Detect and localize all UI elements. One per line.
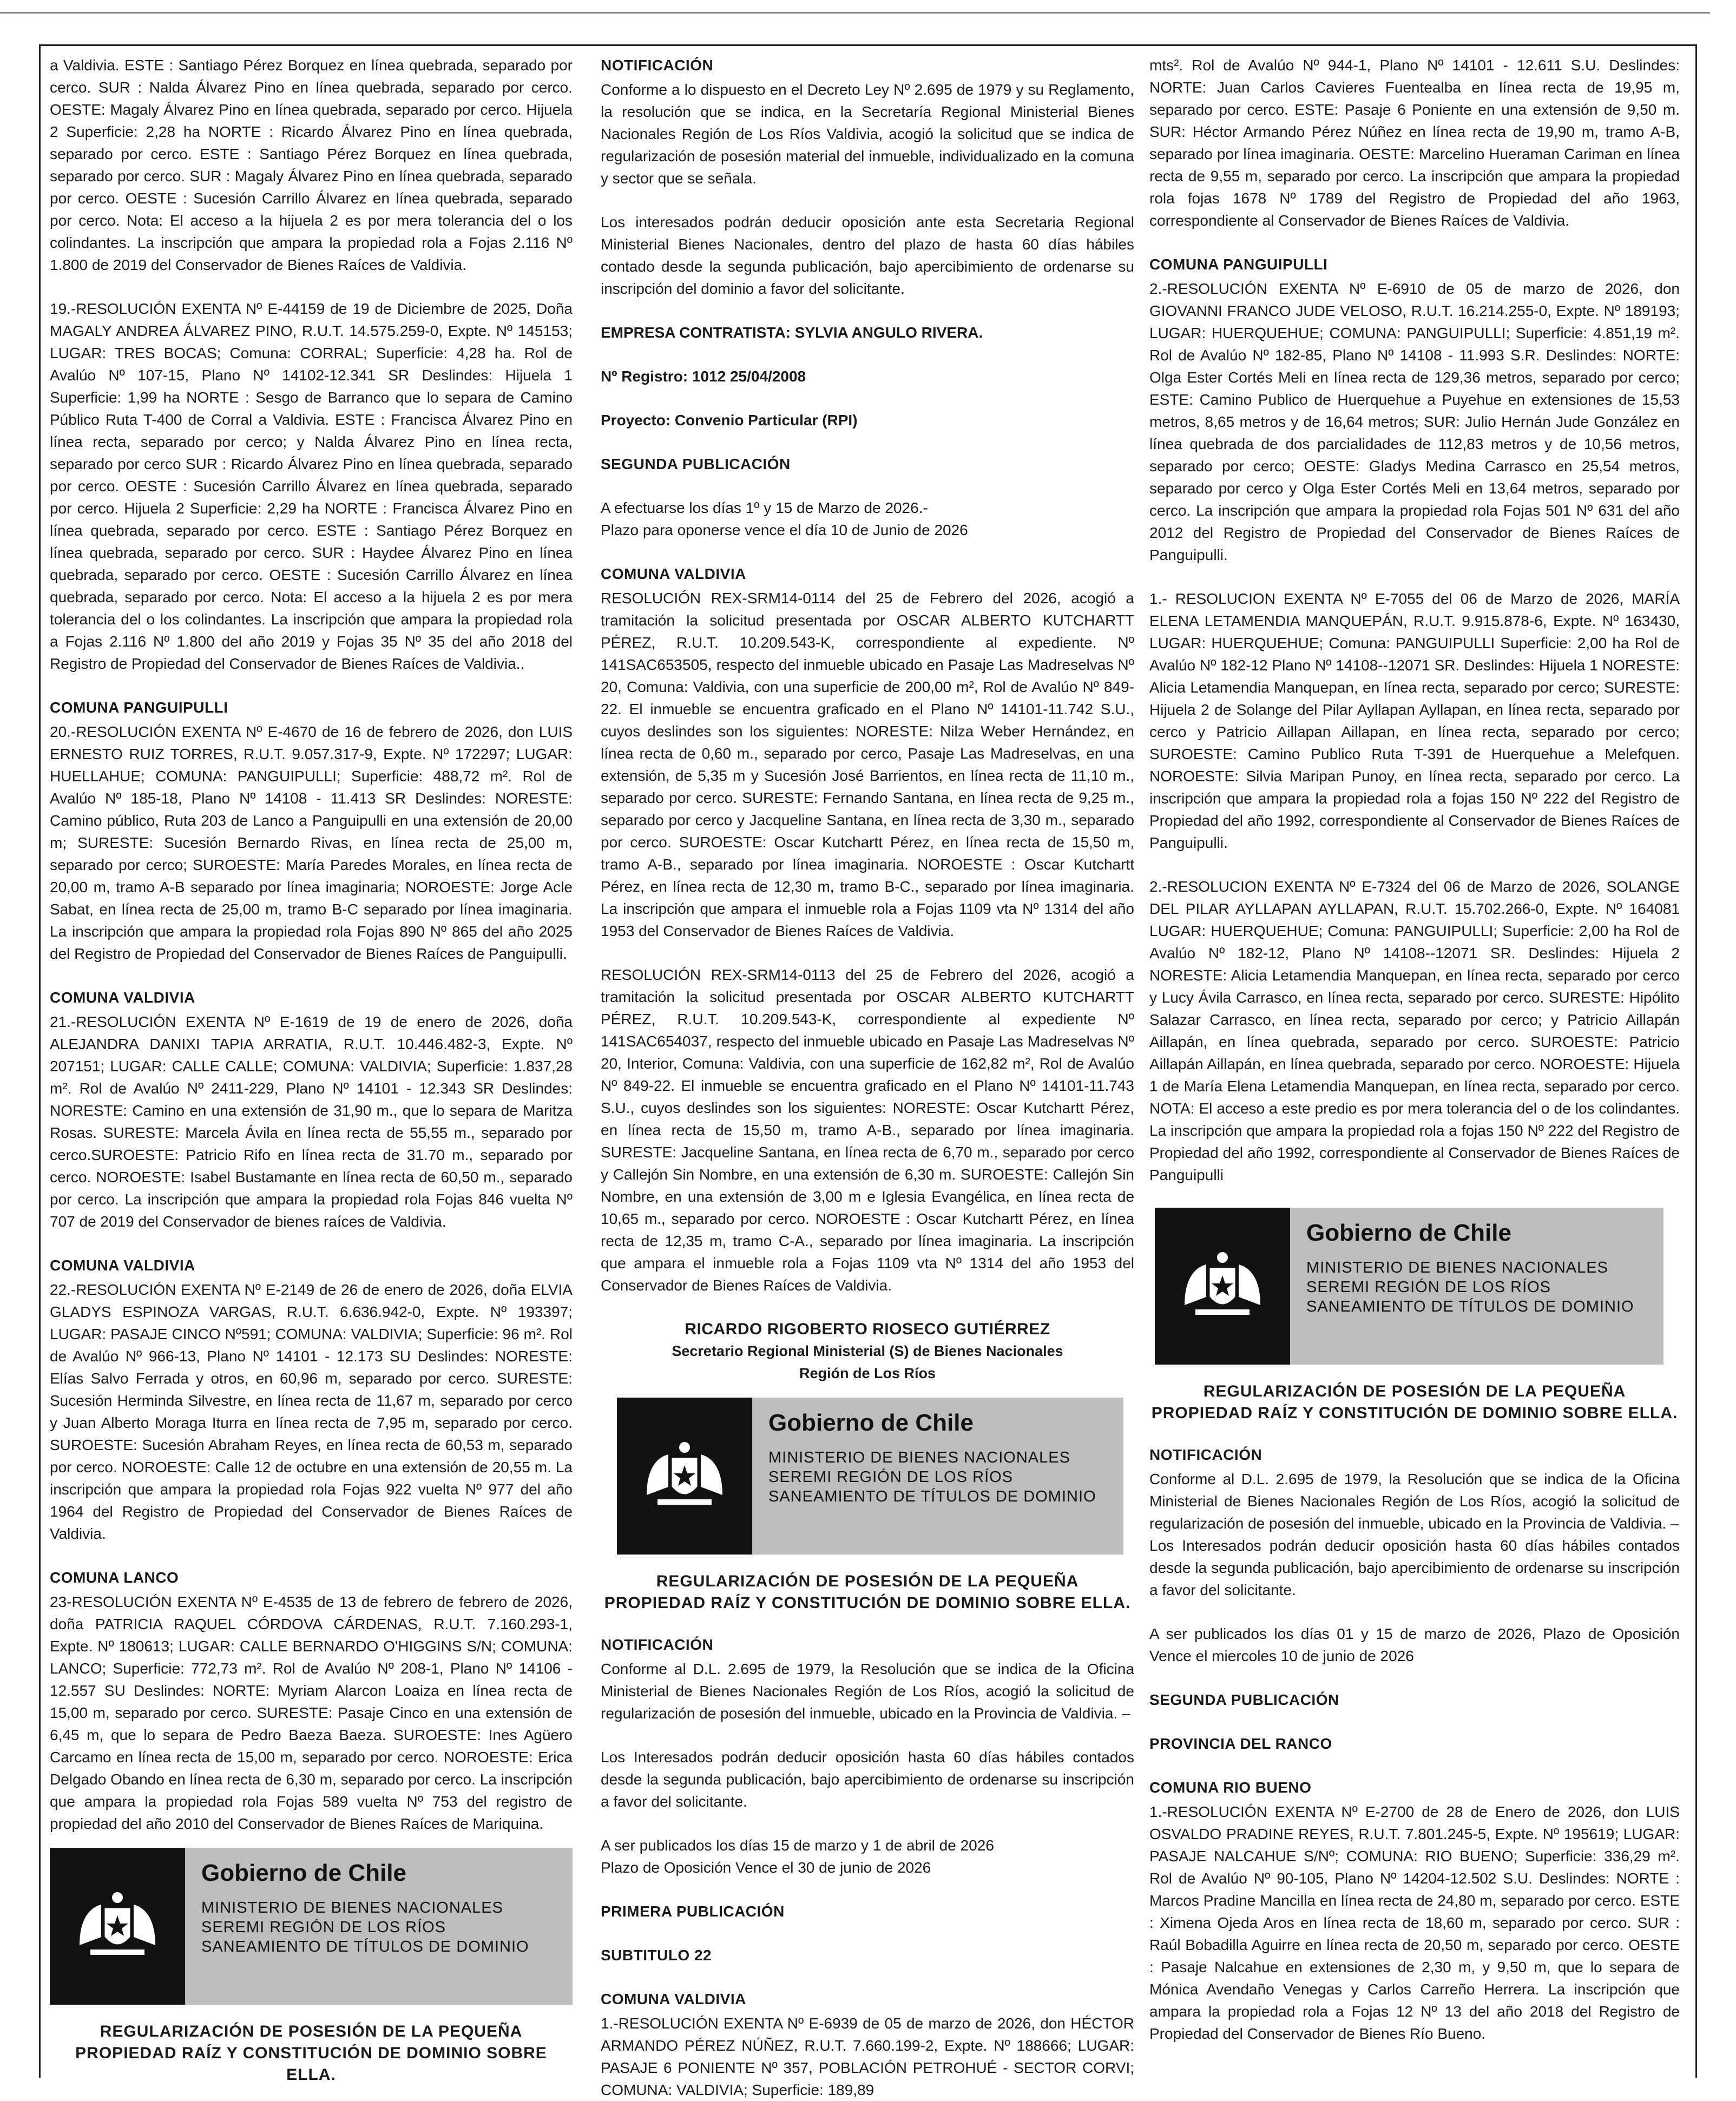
saneamiento-line: SANEAMIENTO DE TÍTULOS DE DOMINIO [201, 1938, 529, 1955]
notice-22: 22.-RESOLUCIÓN EXENTA Nº E-2149 de 26 de enero de 2026, doña ELVIA GLADYS ESPINOZA VARGAS, R.U.T. 6.636.942-0, Expte. Nº 193397; LUGAR: PASAJE CINCO Nº591; COMUNA: VALDIVIA; Superficie: 96 m². Rol de Avalúo Nº 966-13, Plano Nº 14101 - 12.173 SU Deslindes: NORESTE: Elías Salvo Ferrada y otros, en 60,96 m, separado por cerco. SURESTE: Sucesión Herminda Silvestre, en línea recta de 11,67 m, separado por cerco y Juan Alberto Moraga Iturra en línea recta de 7,95 m, separado por cerco. SUROESTE: Sucesión Abraham Reyes, en línea recta de 60,53 m, separado por cerco. NOROESTE: Calle 12 de octubre en una extensión de 20,55 m. La inscripción que ampara la propiedad rola Fojas 922 vuelta Nº 977 del año 1964 del Registro de Propiedad del Conservador de Bienes Raíces de Valdivia. [50, 1281, 573, 1542]
reg-line-1: REGULARIZACIÓN DE POSESIÓN DE LA PEQUEÑA [656, 1572, 1079, 1590]
emblem-panel [1155, 1208, 1290, 1365]
fechas-line: A efectuarse los días 1º y 15 de Marzo de 2026.- [601, 499, 928, 516]
section-heading: COMUNA PANGUIPULLI [50, 699, 228, 716]
notificacion-heading: NOTIFICACIÓN [1149, 1446, 1262, 1463]
seremi-line: SEREMI REGIÓN DE LOS RÍOS [1306, 1279, 1551, 1296]
seremi-line: SEREMI REGIÓN DE LOS RÍOS [768, 1468, 1014, 1486]
notice-e7055: 1.- RESOLUCION EXENTA Nº E-7055 del 06 de Marzo de 2026, MARÍA ELENA LETAMENDIA MANQUEPÁN, R.U.T. 9.915.878-6, Expte. Nº 163430, LUGAR: HUERQUEHUE; Comuna: PANGUIPULLI Superficie: 2,00 ha Rol de Avalúo Nº 182-12 Plano Nº 14108--12071 SR. Deslindes: Hijuela 1 NORESTE: Alicia Letamendia Manquepan, en línea recta, separado por cerco; SURESTE: Hijuela 2 de Solange del Pilar Ayllapan Ayllapan, en línea recta, separado por cerco y Patricio Aillapan Aillapan, en línea recta, separado por cerco; SUROESTE: Camino Publico Ruta T-391 de Huerquehue a Melefquen. NOROESTE: Silvia Maripan Punoy, en línea recta, separado por cerco. La inscripción que ampara la propiedad rola a fojas 150 Nº 222 del Registro de Propiedad del año 1992, correspondiente al Conservador de Bienes Raíces de Panguipulli. [1149, 590, 1680, 851]
gobierno-banner [617, 1398, 1123, 1555]
section-heading: COMUNA PANGUIPULLI [1149, 256, 1328, 273]
registro-number: Nº Registro: 1012 25/04/2008 [601, 368, 806, 385]
regularizacion-title [1149, 1381, 1680, 1424]
frame-right-border [1695, 44, 1697, 2078]
gobierno-title: Gobierno de Chile [1306, 1220, 1511, 1246]
ministry-line: MINISTERIO DE BIENES NACIONALES [768, 1449, 1070, 1466]
proyecto: Proyecto: Convenio Particular (RPI) [601, 412, 858, 429]
reg-line-2: PROPIEDAD RAÍZ Y CONSTITUCIÓN DE DOMINIO SOBRE ELLA. [1151, 1404, 1678, 1422]
notice-e6939-continuation: mts². Rol de Avalúo Nº 944-1, Plano Nº 14101 - 12.611 S.U. Deslindes: NORTE: Juan Carlos Cavieres Fuentealba en línea recta de 19,95 m, separado por cerco. ESTE: Pasaje 6 Poniente en una extensión de 9,50 m. SUR: Héctor Armando Pérez Núñez en línea recta de 19,90 m, tramo A-B, separado por línea imaginaria. OESTE: Marcelino Hueraman Cariman en línea recta de 9,55 m, separado por cerco. La inscripción que ampara la propiedad rola fojas 1678 Nº 1789 del Registro de Propiedad del año 1963, correspondiente al Conservador de Bienes Raíces de Valdivia. [1149, 57, 1680, 229]
fechas-line: A ser publicados los días 15 de marzo y 1 de abril de 2026 [601, 1837, 994, 1854]
notificacion-text: Conforme al D.L. 2.695 de 1979, la Resolución que se indica de la Oficina Ministerial de Bienes Nacionales Región de Los Ríos, acogió la solicitud de regularización de posesión del inmueble, ubicado en la Provincia de Valdivia. – [1149, 1471, 1680, 1532]
notice-19: 19.-RESOLUCIÓN EXENTA Nº E-44159 de 19 de Diciembre de 2025, Doña MAGALY ANDREA ÁLVAREZ PINO, R.U.T. 14.575.259-0, Expte. Nº 145153; LUGAR: TRES BOCAS; Comuna: CORRAL; Superficie: 4,28 ha. Rol de Avalúo Nº 107-15, Plano Nº 14102-12.341 SR Deslindes: Hijuela 1 Superficie: 1,99 ha NORTE : Sesgo de Barranco que lo separa de Camino Público Ruta T-400 de Corral a Valdivia. ESTE : Francisca Álvarez Pino en línea recta, separado por cerco; y Nalda Álvarez Pino en línea recta, separado por cerco SUR : Ricardo Álvarez Pino en línea quebrada, separado por cerco. OESTE : Sucesión Carrillo Álvarez en línea quebrada, separado por cerco. Hijuela 2 Superficie: 2,29 ha NORTE : Francisca Álvarez Pino en línea quebrada, separado por cerco. ESTE : Santiago Pérez Borquez en línea quebrada, separado por cerco. SUR : Haydee Álvarez Pino en línea quebrada, separado por cerco. OESTE : Sucesión Carrillo Álvarez en línea quebrada, separado por cerco. Nota: El acceso a la hijuela 2 es por mera tolerancia del o los colindantes. La inscripción que ampara la propiedad rola a Fojas 2.116 Nº 1.800 del año 2019 y Fojas 35 Nº 35 del año 2018 del Registro de Propiedad del Conservador de Bienes Raíces de Valdivia.. [50, 300, 573, 672]
emblem-panel [50, 1848, 185, 2005]
fechas-line: A ser publicados los días 01 y 15 de marzo de 2026, Plazo de Oposición Vence el miercoles 10 de junio de 2026 [1149, 1625, 1680, 1664]
reg-line-1: REGULARIZACIÓN DE POSESIÓN DE LA PEQUEÑA [100, 2023, 523, 2040]
oposicion-text: Los Interesados podrán deducir oposición hasta 60 días hábiles contados desde la segunda publicación, bajo apercibimiento de ordenarse su inscripción a favor del solicitante. [1149, 1537, 1680, 1598]
fechas-block [601, 497, 1134, 541]
notice-rex-0114: RESOLUCIÓN REX-SRM14-0114 del 25 de Febrero del 2026, acogió a tramitación la solicitud presentada por OSCAR ALBERTO KUTCHARTT PÉREZ, R.U.T. 10.209.543-K, correspondiente al expediente. Nº 141SAC653505, respecto del inmueble ubicado en Pasaje Las Madreselvas Nº 20, Comuna: Valdivia, con una superficie de 200,00 m², Rol de Avalúo Nº 849-22. El inmueble se encuentra graficado en el Plano Nº 14101-11.742 S.U., cuyos deslindes son los siguientes: NORESTE: Nilza Weber Hernández, en línea recta de 0,60 m., separado por cerco, Pasaje Las Madreselvas, en una extensión, de 5,35 m y Sucesión José Barrientos, en línea recta de 11,10 m., separado por cerco. SURESTE: Fernando Santana, en línea recta de 9,25 m., separado por cerco y Jacqueline Santana, en línea recta de 3,30 m., separado por cerco. SUROESTE: Oscar Kutchartt Pérez, en línea recta de 15,50 m, tramo A-B., separado por línea imaginaria. NOROESTE : Oscar Kutchartt Pérez, en línea recta de 12,30 m, tramo B-C., separado por línea imaginaria. La inscripción que ampara el inmueble rola a Fojas 1109 vta Nº 1314 del año 1953 del Conservador de Bienes Raíces de Valdivia. [601, 590, 1134, 939]
chile-coat-of-arms-icon [1174, 1246, 1271, 1327]
section-heading: COMUNA VALDIVIA [50, 989, 195, 1006]
gobierno-title: Gobierno de Chile [201, 1860, 406, 1886]
gobierno-title: Gobierno de Chile [768, 1410, 974, 1436]
notice-23: 23-RESOLUCIÓN EXENTA Nº E-4535 de 13 de febrero de febrero de 2026, doña PATRICIA RAQUEL CÓRDOVA CÁRDENAS, R.U.T. 7.160.293-1, Expte. Nº 180613; LUGAR: CALLE BERNARDO O'HIGGINS S/N; COMUNA: LANCO; Superficie: 772,73 m². Rol de Avalúo Nº 208-1, Plano Nº 14106 - 12.557 SU Deslindes: NORTE: Myriam Alarcon Loaiza en línea recta de 15,00 m, separado por cerco. SURESTE: Pasaje Cinco en una extensión de 6,45 m, que lo separa de Pedro Baeza Baeza. SUROESTE: Ines Agüero Carcamo en línea recta de 15,00 m, separado por cerco. NOROESTE: Erica Delgado Obando en línea recta de 6,30 m, separado por cerco. La inscripción que ampara la propiedad rola Fojas 589 vuelta Nº 753 del registro de propiedad del año 2010 del Conservador de Bienes Raíces de Mariquina. [50, 1593, 573, 1832]
chile-coat-of-arms-icon [69, 1886, 166, 1967]
notificacion-text: Conforme a lo dispuesto en el Decreto Ley Nº 2.695 de 1979 y su Reglamento, la resolución que se indica, en la Secretaría Regional Ministerial Bienes Nacionales Región de Los Ríos Valdivia, acogió la solicitud que se indica de regularización de posesión material del inmueble, individualizado en la comuna y sector que se señala. [601, 81, 1134, 187]
plazo-line: Plazo de Oposición Vence el 30 de junio de 2026 [601, 1859, 931, 1876]
frame-top-border [39, 44, 1697, 46]
signatory-title: Secretario Regional Ministerial (S) de Bienes Nacionales [672, 1343, 1063, 1359]
column-3 [1149, 54, 1680, 2089]
reg-line-1: REGULARIZACIÓN DE POSESIÓN DE LA PEQUEÑA [1203, 1382, 1626, 1400]
regularizacion-title [50, 2021, 573, 2086]
frame-left-border [39, 44, 41, 2078]
gobierno-text [1290, 1208, 1663, 1365]
gobierno-banner [50, 1848, 573, 2005]
regularizacion-title [601, 1571, 1134, 1614]
section-heading: COMUNA LANCO [50, 1569, 179, 1586]
section-heading: COMUNA RIO BUENO [1149, 1779, 1312, 1796]
saneamiento-line: SANEAMIENTO DE TÍTULOS DE DOMINIO [768, 1488, 1096, 1505]
section-heading: COMUNA VALDIVIA [601, 565, 746, 582]
plazo-line: Plazo para oponerse vence el día 10 de Junio de 2026 [601, 522, 968, 538]
gobierno-text [752, 1398, 1123, 1555]
notice-e6939: 1.-RESOLUCIÓN EXENTA Nº E-6939 de 05 de marzo de 2026, don HÉCTOR ARMANDO PÉREZ NÚÑEZ, R.U.T. 7.660.199-2, Expte. Nº 188666; LUGAR: PASAJE 6 PONIENTE Nº 357, POBLACIÓN PETROHUÉ - SECTOR CORVI; COMUNA: VALDIVIA; Superficie: 189,89 [601, 2015, 1134, 2098]
column-1 [50, 54, 573, 2089]
signatory-region: Región de Los Ríos [799, 1365, 936, 1381]
segunda-publicacion: SEGUNDA PUBLICACIÓN [1149, 1691, 1339, 1708]
empresa-block [601, 321, 1134, 431]
column-2 [601, 54, 1134, 2098]
notice-e7324: 2.-RESOLUCION EXENTA Nº E-7324 del 06 de Marzo de 2026, SOLANGE DEL PILAR AYLLAPAN AYLLAPAN, R.U.T. 15.702.266-0, Expte. Nº 164081 LUGAR: HUERQUEHUE; Comuna: PANGUIPULLI; Superficie: 2,00 ha Rol de Avalúo Nº 182-12, Plano Nº 14108--12071 SR. Deslindes: Hijuela 2 NORESTE: Alicia Letamendia Manquepan, en línea recta, separado por cerco y Lucy Ávila Carrasco, en línea recta, separado por cerco. SURESTE: Hipólito Salazar Carrasco, en línea recta, separado por cerco; y Patricio Aillapán Aillapán, en línea quebrada, separado por cerco. SUROESTE: Patricio Aillapán Aillapán, en línea quebrada, separado por cerco. NOROESTE: Hijuela 1 de María Elena Letamendia Manquepan, en línea recta, separado por cerco. NOTA: El acceso a este predio es por mera tolerancia del o de los colindantes. La inscripción que ampara la propiedad rola a fojas 150 Nº 222 del Registro de Propiedad del año 1992, correspondiente al Conservador de Bienes Raíces de Panguipulli [1149, 878, 1680, 1183]
ministry-line: MINISTERIO DE BIENES NACIONALES [1306, 1259, 1608, 1276]
notice-continuation: a Valdivia. ESTE : Santiago Pérez Borquez en línea quebrada, separado por cerco. SUR : Nalda Álvarez Pino en línea quebrada, separado por cerco. OESTE: Magaly Álvarez Pino en línea quebrada, separado por cerco. Hijuela 2 Superficie: 2,28 ha NORTE : Ricardo Álvarez Pino en línea quebrada, separado por cerco. ESTE : Santiago Pérez Borquez en línea quebrada, separado por cerco. SUR : Magaly Álvarez Pino en línea quebrada, separado por cerco. OESTE : Sucesión Carrillo Álvarez en línea quebrada, separado por cerco. Nota: El acceso a la hijuela 2 es por mera tolerancia del o los colindantes. La inscripción que ampara la propiedad rola a Fojas 2.116 Nº 1.800 de 2019 del Conservador de Bienes Raíces de Valdivia. [50, 57, 573, 273]
notice-e6910: 2.-RESOLUCIÓN EXENTA Nº E-6910 de 05 de marzo de 2026, don GIOVANNI FRANCO JUDE VELOSO, R.U.T. 16.214.255-0, Expte. Nº 189193; LUGAR: HUERQUEHUE; COMUNA: PANGUIPULLI; Superficie: 4.851,19 m². Rol de Avalúo Nº 182-85, Plano Nº 14108 - 11.993 S.R. Deslindes: NORTE: Olga Ester Cortés Meli en línea recta de 129,36 metros, separado por cerco; ESTE: Camino Publico de Huerquehue a Puyehue en extensiones de 15,53 metros, 8,65 metros y de 16,64 metros; SUR: Julio Hernán Jude González en línea quebrada de dos parcialidades de 112,83 metros y de 10,56 metros, separado por cerco; OESTE: Gladys Medina Carrasco en 25,54 metros, separado por cerco y Olga Ester Cortés Meli en 13,64 metros, separado por cerco. La inscripción que ampara la propiedad rola Fojas 501 Nº 631 del año 2012 del Registro de Propiedad del Conservador de Bienes Raíces de Panguipulli. [1149, 280, 1680, 563]
notice-rex-0113: RESOLUCIÓN REX-SRM14-0113 del 25 de Febrero del 2026, acogió a tramitación la solicitud presentada por OSCAR ALBERTO KUTCHARTT PÉREZ, R.U.T. 10.209.543-K, correspondiente al expediente Nº 141SAC654037, respecto del inmueble ubicado en Pasaje Las Madreselvas Nº 20, Interior, Comuna: Valdivia, con una superficie de 162,82 m², Rol de Avalúo Nº 849-22. El inmueble se encuentra graficado en el Plano Nº 14101-11.743 S.U., cuyos deslindes son los siguientes: NORESTE: Oscar Kutchartt Pérez, en línea recta de 15,50 m, tramo A-B., separado por línea imaginaria. SURESTE: Jacqueline Santana, en línea recta de 6,70 m., separado por cerco y Callejón Sin Nombre, en una extensión de 6,30 m. SUROESTE: Callejón Sin Nombre, en una extensión de 3,00 m e Iglesia Evangélica, en línea recta de 10,65 m., separado por cerco. NOROESTE : Oscar Kutchartt Pérez, en línea recta de 12,35 m, tramo C-A., separado por línea imaginaria. La inscripción que ampara el inmueble rola a Fojas 1109 vta Nº 1314 del año 1953 del Conservador de Bienes Raíces de Valdivia. [601, 966, 1134, 1294]
notificacion-heading: NOTIFICACIÓN [601, 1636, 714, 1653]
emblem-panel [617, 1398, 752, 1555]
segunda-publicacion: SEGUNDA PUBLICACIÓN [601, 456, 791, 472]
ministry-line: MINISTERIO DE BIENES NACIONALES [201, 1899, 503, 1916]
reg-line-2: PROPIEDAD RAÍZ Y CONSTITUCIÓN DE DOMINIO SOBRE ELLA. [604, 1594, 1131, 1612]
empresa-contratista: EMPRESA CONTRATISTA: SYLVIA ANGULO RIVERA. [601, 324, 983, 341]
subtitulo: SUBTITULO 22 [601, 1947, 712, 1964]
notice-e2700: 1.-RESOLUCIÓN EXENTA Nº E-2700 de 28 de Enero de 2026, don LUIS OSVALDO PRADINE REYES, R.U.T. 7.801.245-5, Expte. Nº 195619; LUGAR: PASAJE NALCAHUE S/Nº; COMUNA: RIO BUENO; Superficie: 336,29 m². Rol de Avalúo Nº 90-105, Plano Nº 14204-12.502 S.U. Deslindes: NORTE : Marcos Pradine Mancilla en línea recta de 24,80 m, separado por cerco. ESTE : Ximena Ojeda Aros en línea recta de 18,60 m, separado por cerco. SUR : Raúl Bobadilla Aguirre en línea recta de 20,50 m, separado por cerco. OESTE : Pasaje Nalcahue en extensiones de 2,30 m, y 9,50 m, que lo separa de Mónica Avendaño Venegas y Carlos Carreño Herrera. La inscripción que ampara la propiedad rola a Fojas 12 Nº 13 del año 2018 del Registro de Propiedad del Conservador de Bienes Río Bueno. [1149, 1803, 1680, 2042]
signatory-name: RICARDO RIGOBERTO RIOSECO GUTIÉRREZ [685, 1320, 1050, 1338]
signature-block [601, 1318, 1134, 1385]
provincia-heading: PROVINCIA DEL RANCO [1149, 1735, 1332, 1752]
saneamiento-line: SANEAMIENTO DE TÍTULOS DE DOMINIO [1306, 1298, 1634, 1315]
reg-line-2: PROPIEDAD RAÍZ Y CONSTITUCIÓN DE DOMINIO SOBRE ELLA. [75, 2044, 547, 2084]
notificacion-text: Conforme al D.L. 2.695 de 1979, la Resolución que se indica de la Oficina Ministerial de Bienes Nacionales Región de Los Ríos, acogió la solicitud de regularización de posesión del inmueble, ubicado en la Provincia de Valdivia. – [601, 1661, 1134, 1722]
notificacion-heading: NOTIFICACIÓN [601, 57, 714, 74]
seremi-line: SEREMI REGIÓN DE LOS RÍOS [201, 1919, 446, 1936]
gobierno-banner [1155, 1208, 1663, 1365]
notice-21: 21.-RESOLUCIÓN EXENTA Nº E-1619 de 19 de enero de 2026, doña ALEJANDRA DANIXI TAPIA ARRATIA, R.U.T. 10.446.482-3, Expte. Nº 207151; LUGAR: CALLE CALLE; COMUNA: VALDIVIA; Superficie: 1.837,28 m². Rol de Avalúo Nº 2411-229, Plano Nº 14101 - 12.343 SR Deslindes: NORESTE: Camino en una extensión de 31,90 m., que lo separa de Maritza Rosas. SURESTE: Marcela Ávila en línea recta de 55,55 m., separado por cerco.SUROESTE: Patricio Rifo en línea recta de 31.70 m., separado por cerco. NOROESTE: Isabel Bustamante en línea recta de 60,50 m., separado por cerco. La inscripción que ampara la propiedad rola Fojas 846 vuelta Nº 707 de 2019 del Conservador de bienes raíces de Valdivia. [50, 1013, 573, 1230]
chile-coat-of-arms-icon [636, 1435, 733, 1517]
notice-20: 20.-RESOLUCIÓN EXENTA Nº E-4670 de 16 de febrero de 2026, don LUIS ERNESTO RUIZ TORRES, R.U.T. 9.057.317-9, Expte. Nº 172297; LUGAR: HUELLAHUE; COMUNA: PANGUIPULLI; Superficie: 488,72 m². Rol de Avalúo Nº 185-18, Plano Nº 14108 - 11.413 SR Deslindes: NORESTE: Camino público, Ruta 203 de Lanco a Panguipulli en una extensión de 20,00 m; SURESTE: Sucesión Bernardo Rivas, en línea recta de 25,00 m, separado por cerco; SUROESTE: María Paredes Morales, en línea recta de 20,00 m, tramo A-B separado por línea imaginaria; NOROESTE: Jorge Acle Sabat, en línea recta de 25,00 m, tramo B-C separado por línea imaginaria. La inscripción que ampara la propiedad rola Fojas 890 Nº 865 del año 2025 del Registro de Propiedad del Conservador de Bienes Raíces de Panguipulli. [50, 723, 573, 962]
oposicion-text: Los interesados podrán deducir oposición ante esta Secretaria Regional Ministerial Bienes Nacionales, dentro del plazo de hasta 60 días hábiles contado desde la segunda publicación, bajo apercibimiento de ordenarse su inscripción del dominio a favor del solicitante. [601, 214, 1134, 297]
top-rule [0, 12, 1710, 14]
gobierno-text [185, 1848, 573, 2005]
section-heading: COMUNA VALDIVIA [50, 1257, 195, 1274]
oposicion-text: Los Interesados podrán deducir oposición hasta 60 días hábiles contados desde la segunda publicación, bajo apercibimiento de ordenarse su inscripción a favor del solicitante. [601, 1749, 1134, 1810]
primera-publicacion: PRIMERA PUBLICACIÓN [601, 1903, 785, 1920]
fechas-block [601, 1834, 1134, 1879]
section-heading: COMUNA VALDIVIA [601, 1991, 746, 2007]
